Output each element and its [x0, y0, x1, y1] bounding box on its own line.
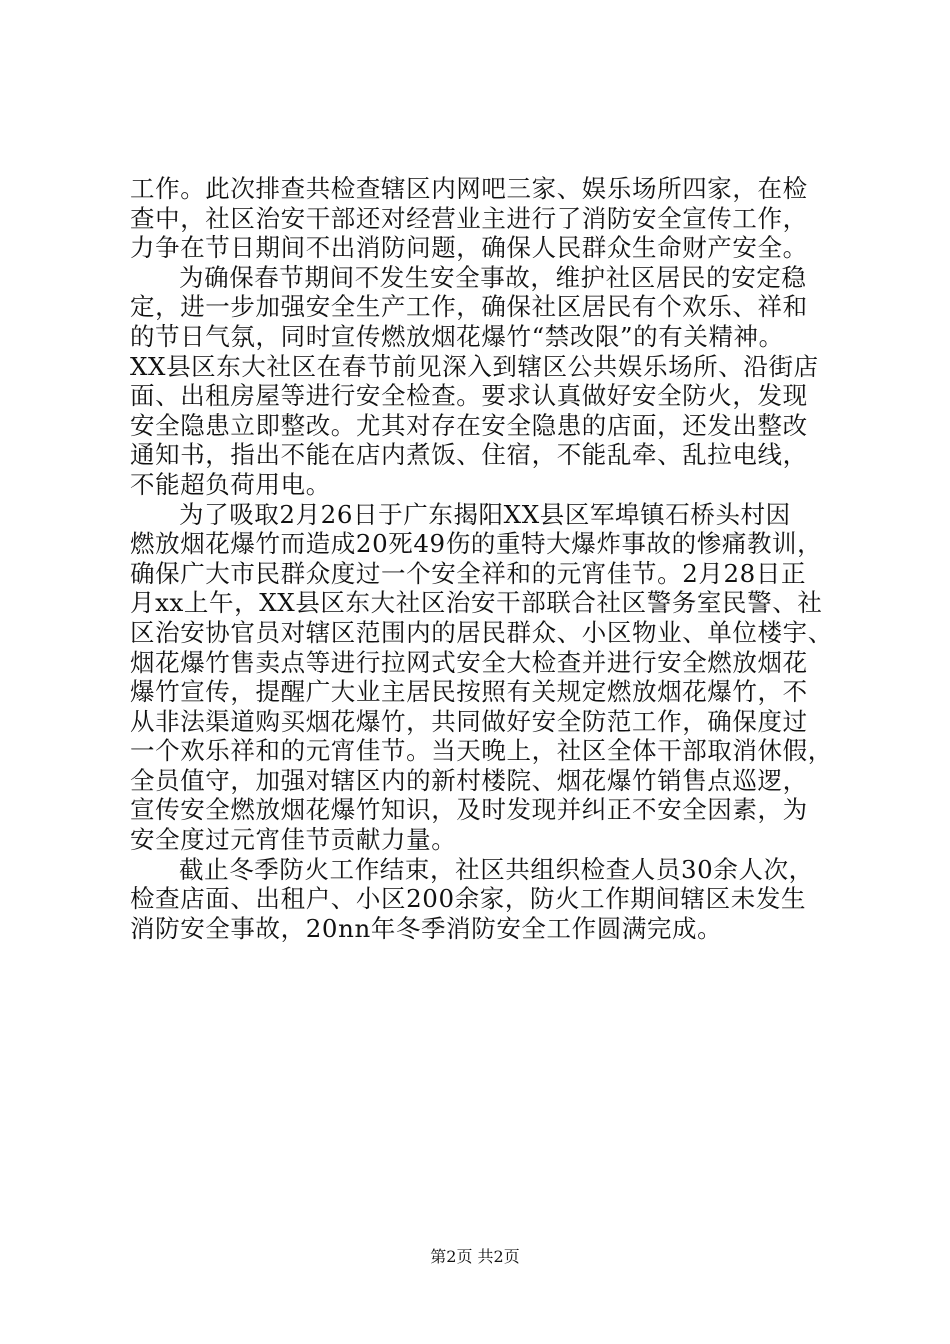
- text-line: XX县区东大社区在春节前见深入到辖区公共娱乐场所、沿街店: [130, 351, 819, 381]
- page-footer: 第2页 共2页: [430, 1247, 520, 1266]
- text-line: 一个欢乐祥和的元宵佳节。当天晚上，社区全体干部取消休假，: [130, 736, 833, 766]
- text-line: 爆竹宣传，提醒广大业主居民按照有关规定燃放烟花爆竹，不: [130, 677, 808, 707]
- text-line: 定，进一步加强安全生产工作，确保社区居民有个欢乐、祥和: [130, 292, 808, 322]
- text-line: 烟花爆竹售卖点等进行拉网式安全大检查并进行安全燃放烟花: [130, 647, 808, 677]
- text-line: 查中，社区治安干部还对经营业主进行了消防安全宣传工作，: [130, 203, 808, 233]
- text-line: 宣传安全燃放烟花爆竹知识，及时发现并纠正不安全因素，为: [130, 795, 808, 825]
- paragraph: [130, 174, 830, 263]
- text-line: 安全隐患立即整改。尤其对存在安全隐患的店面，还发出整改: [130, 410, 808, 440]
- text-line: 力争在节日期间不出消防问题，确保人民群众生命财产安全。: [130, 233, 808, 263]
- paragraph: [130, 855, 830, 944]
- document-body: [130, 174, 833, 943]
- text-line: 工作。此次排查共检查辖区内网吧三家、娱乐场所四家，在检: [130, 174, 808, 203]
- paragraph: [130, 499, 833, 855]
- paragraph: [130, 263, 830, 500]
- text-line: 安全度过元宵佳节贡献力量。: [130, 825, 457, 855]
- text-line: 全员值守，加强对辖区内的新村楼院、烟花爆竹销售点巡逻，: [130, 765, 808, 795]
- text-line: 确保广大市民群众度过一个安全祥和的元宵佳节。2月28日正: [130, 558, 807, 588]
- text-line: 为确保春节期间不发生安全事故，维护社区居民的安定稳: [179, 262, 807, 292]
- text-line: 区治安协官员对辖区范围内的居民群众、小区物业、单位楼宇、: [130, 617, 833, 647]
- text-line: 面、出租房屋等进行安全检查。要求认真做好安全防火，发现: [130, 381, 808, 411]
- text-line: 为了吸取2月26日于广东揭阳XX县区军埠镇石桥头村因: [179, 499, 791, 529]
- text-line: 通知书，指出不能在店内煮饭、住宿，不能乱牵、乱拉电线，: [130, 440, 808, 470]
- text-line: 不能超负荷用电。: [130, 469, 331, 499]
- text-line: 月xx上午，XX县区东大社区治安干部联合社区警务室民警、社: [130, 588, 823, 618]
- text-line: 的节日气氛，同时宣传燃放烟花爆竹“禁改限”的有关精神。: [130, 321, 784, 351]
- text-line: 截止冬季防火工作结束，社区共组织检查人员30余人次，: [179, 854, 814, 884]
- text-line: 消防安全事故，20nn年冬季消防安全工作圆满完成。: [130, 913, 723, 943]
- text-line: 从非法渠道购买烟花爆竹，共同做好安全防范工作，确保度过: [130, 706, 808, 736]
- text-line: 检查店面、出租户、小区200余家，防火工作期间辖区未发生: [130, 884, 807, 914]
- text-line: 燃放烟花爆竹而造成20死49伤的重特大爆炸事故的惨痛教训，: [130, 529, 823, 559]
